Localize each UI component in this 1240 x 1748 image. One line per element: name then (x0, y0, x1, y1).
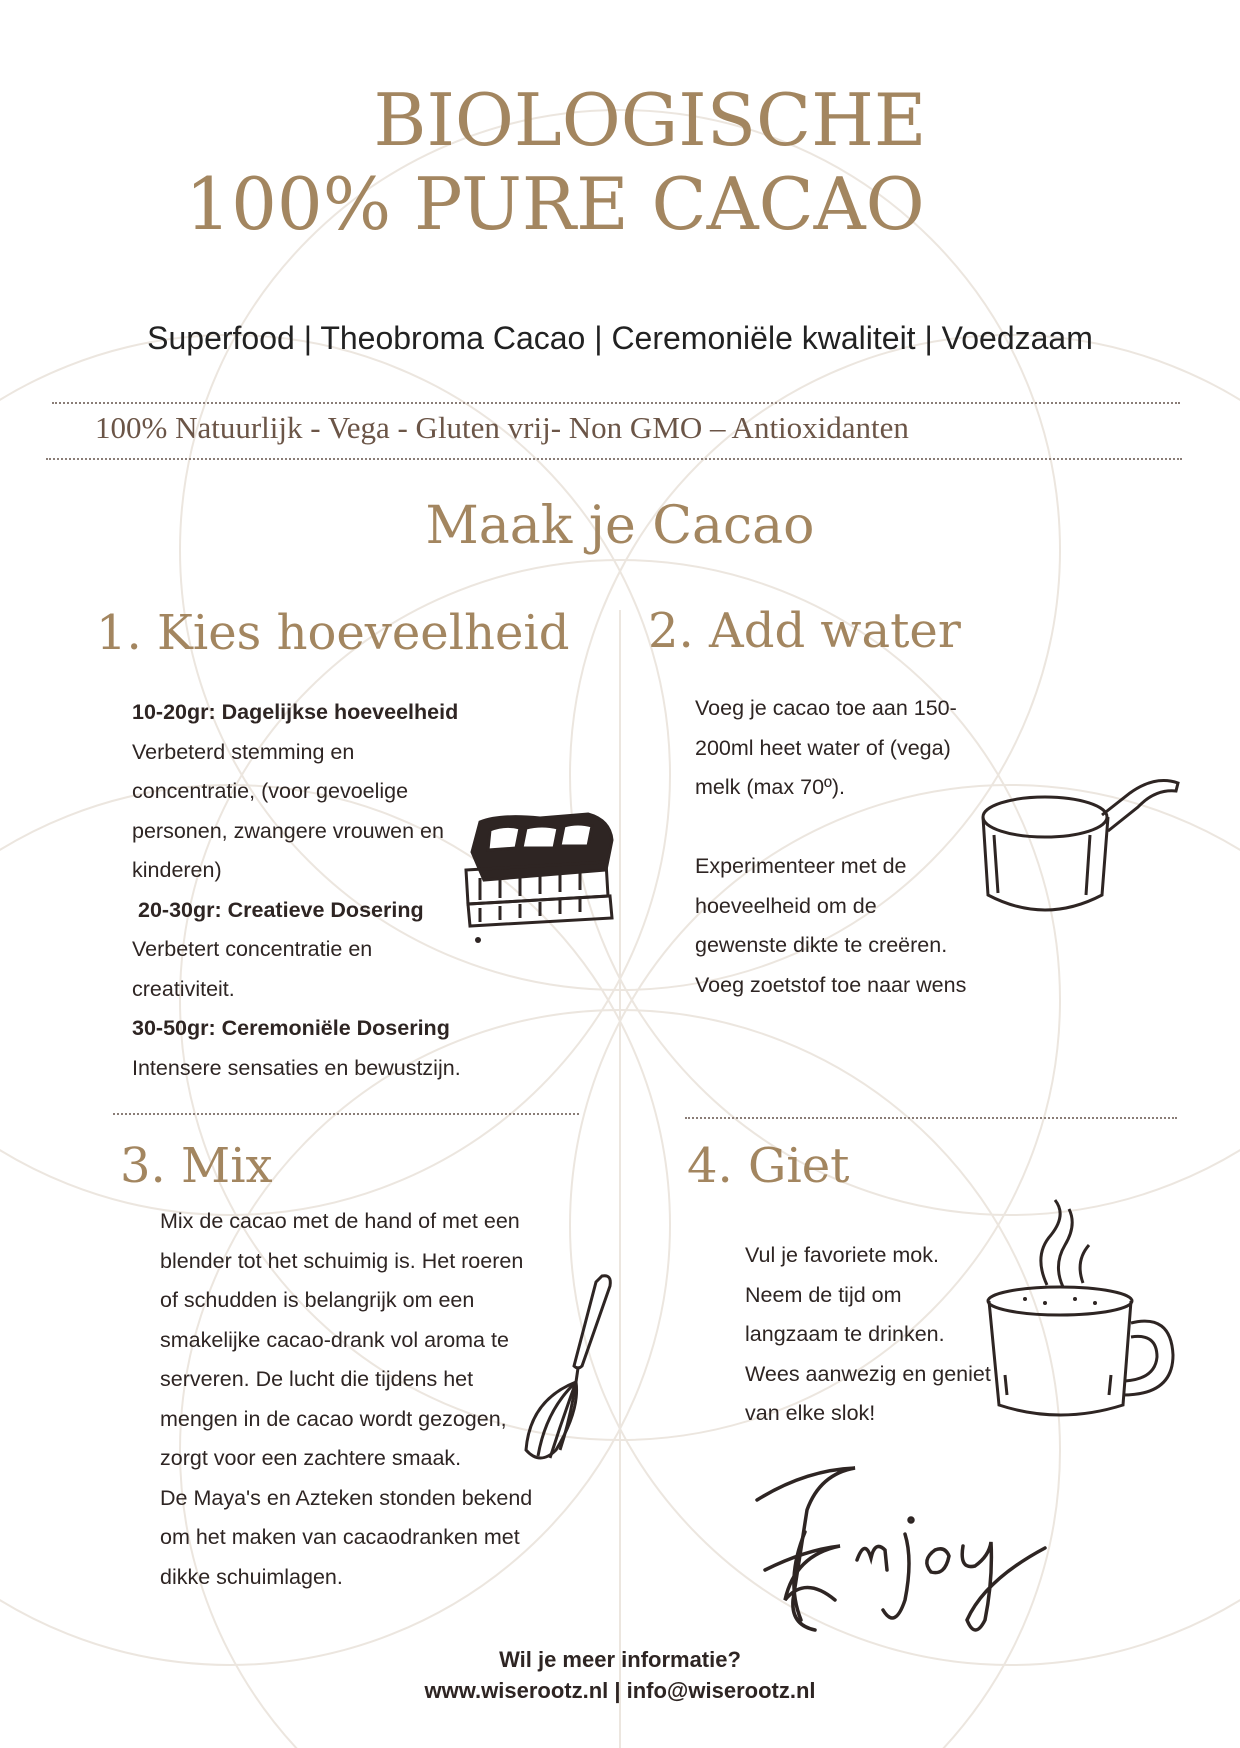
step2-line: Voeg je cacao toe aan 150- (695, 696, 957, 720)
footer-contact[interactable]: www.wiserootz.nl | info@wiserootz.nl (424, 1678, 816, 1703)
chocolate-bar-icon (460, 800, 620, 950)
step1-dose1-line: Verbeterd stemming en (132, 739, 355, 764)
step2-body (695, 689, 995, 1005)
subtitle: Superfood | Theobroma Cacao | Ceremoniële kwaliteit | Voedzaam (147, 320, 1093, 356)
enjoy-signature (745, 1450, 1075, 1640)
step1-dose2-line: creativiteit. (132, 976, 235, 1001)
step3-body (160, 1202, 580, 1597)
title-line-2: 100% PURE CACAO (185, 162, 925, 246)
main-heading: Maak je Cacao (425, 496, 815, 556)
divider-bottom (46, 458, 1182, 460)
step1-dose2-label: 20-30gr: Creatieve Dosering (138, 897, 424, 922)
whisk-icon (520, 1270, 630, 1470)
footer-question: Wil je meer informatie? (499, 1647, 741, 1672)
step4-line: van elke slok! (745, 1401, 876, 1425)
step2-title: 2. Add water (648, 603, 961, 659)
step3-line: serveren. De lucht die tijdens het (160, 1367, 474, 1391)
step1-dose3-line: Intensere sensaties en bewustzijn. (132, 1055, 461, 1080)
tagline: 100% Natuurlijk - Vega - Gluten vrij- Non GMO – Antioxidanten (95, 410, 909, 445)
step3-line: mengen in de cacao wordt gezogen, (160, 1406, 507, 1431)
step2-line: Experimenteer met de (695, 854, 907, 878)
step2-line: melk (max 70º). (695, 775, 846, 799)
step1-dose1-line: kinderen) (132, 858, 222, 882)
step4-line: langzaam te drinken. (745, 1322, 945, 1346)
saucepan-icon (980, 775, 1185, 935)
step2-line (695, 808, 995, 848)
step3-line: dikke schuimlagen. (160, 1564, 343, 1589)
step4-line: Neem de tijd om (745, 1282, 902, 1307)
step3-line: of schudden is belangrijk om een (160, 1288, 475, 1312)
step1-dose2-line: Verbetert concentratie en (132, 937, 373, 961)
divider-step2 (685, 1117, 1177, 1119)
steaming-mug-icon (985, 1195, 1180, 1430)
step3-line: De Maya's en Azteken stonden bekend (160, 1485, 533, 1510)
step3-line: zorgt voor een zachtere smaak. (160, 1446, 462, 1470)
step1-dose3-label: 30-50gr: Ceremoniële Dosering (132, 1016, 450, 1040)
step3-line: smakelijke cacao-drank vol aroma te (160, 1327, 509, 1352)
divider-top (52, 402, 1180, 404)
step2-line: gewenste dikte te creëren. (695, 933, 948, 957)
step1-dose1-line: personen, zwangere vrouwen en (132, 818, 444, 843)
step2-line: 200ml heet water of (vega) (695, 735, 951, 760)
step3-title: 3. Mix (120, 1138, 273, 1194)
divider-step1 (113, 1113, 579, 1115)
step1-dose1-label: 10-20gr: Dagelijkse hoeveelheid (132, 700, 459, 724)
step2-line: hoeveelheid om de (695, 893, 877, 918)
step4-line: Wees aanwezig en geniet (745, 1361, 991, 1386)
step3-line: om het maken van cacaodranken met (160, 1525, 520, 1549)
step3-line: Mix de cacao met de hand of met een (160, 1209, 520, 1233)
step4-body (745, 1236, 1025, 1434)
step1-dose1-line: concentratie, (voor gevoelige (132, 779, 409, 803)
step2-line: Voeg zoetstof toe naar wens (695, 972, 967, 997)
step4-title: 4. Giet (687, 1138, 850, 1194)
title-line-1: BIOLOGISCHE (373, 78, 927, 162)
step1-title: 1. Kies hoeveelheid (96, 605, 570, 661)
step3-line: blender tot het schuimig is. Het roeren (160, 1248, 524, 1273)
step4-line: Vul je favoriete mok. (745, 1243, 939, 1267)
step1-body (132, 693, 492, 1088)
